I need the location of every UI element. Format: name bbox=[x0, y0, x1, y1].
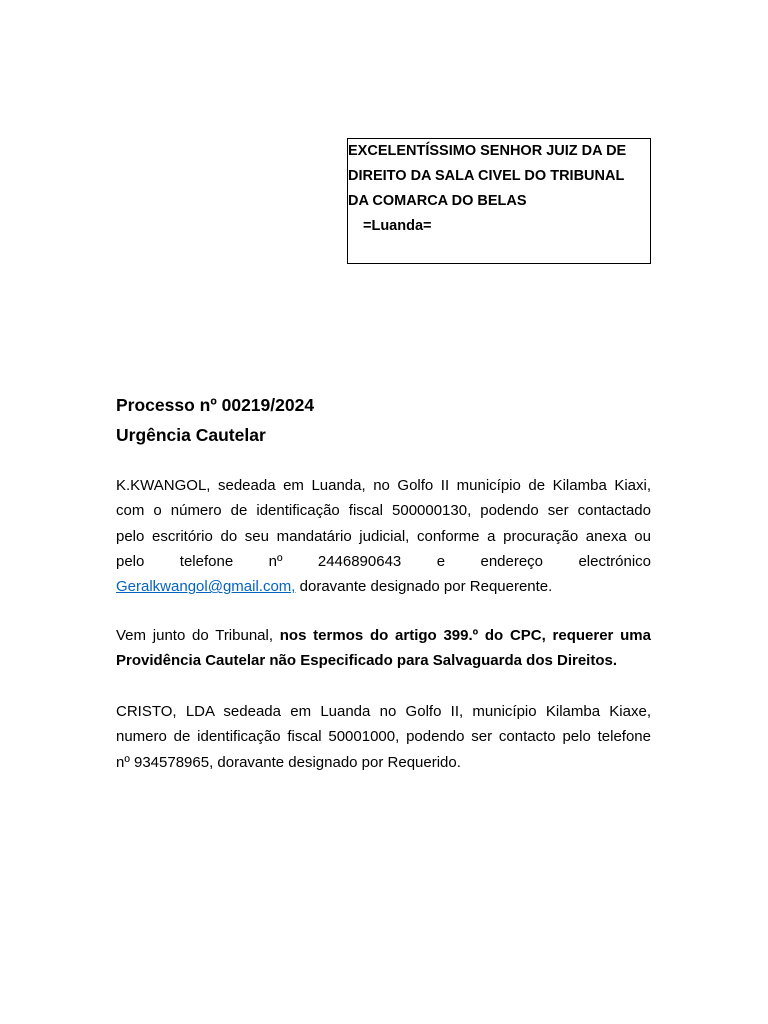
process-heading bbox=[116, 390, 314, 450]
requerido-line-1: CRISTO, LDA sedeada em Luanda no Golfo II, município Kilamba Kiaxe, bbox=[116, 703, 651, 720]
addressee-line-2: DIREITO DA SALA CIVEL DO TRIBUNAL bbox=[348, 168, 625, 184]
requerente-line-2: com o número de identificação fiscal 500000130, podendo ser contactado bbox=[116, 502, 651, 520]
pedido-intro: Vem junto do Tribunal, bbox=[116, 627, 280, 644]
process-type: Urgência Cautelar bbox=[116, 425, 266, 445]
addressee-line-1: EXCELENTÍSSIMO SENHOR JUIZ DA DE bbox=[348, 143, 627, 159]
requerente-line-1: K.KWANGOL, sedeada em Luanda, no Golfo II município de Kilamba Kiaxi, bbox=[116, 477, 651, 494]
pedido-line-1 bbox=[116, 623, 651, 648]
requerente-line-3: pelo escritório do seu mandatário judicial, conforme a procuração anexa ou bbox=[116, 527, 651, 545]
pedido-paragraph bbox=[116, 623, 651, 674]
requerente-line-5 bbox=[116, 574, 651, 599]
pedido-line-2: Providência Cautelar não Especificado para Salvaguarda dos Direitos. bbox=[116, 652, 618, 670]
addressee-city: =Luanda= bbox=[363, 218, 432, 234]
requerente-line-4: pelo telefone nº 2446890643 e endereço electrónico bbox=[116, 552, 651, 570]
pedido-bold-1: nos termos do artigo 399.º do CPC, requerer uma bbox=[279, 627, 651, 644]
email-link[interactable]: Geralkwangol@gmail.com, bbox=[116, 578, 296, 596]
requerido-line-2: numero de identificação fiscal 50001000, podendo ser contacto pelo telefone bbox=[116, 728, 651, 746]
requerido-paragraph bbox=[116, 699, 651, 775]
process-number: Processo nº 00219/2024 bbox=[116, 395, 315, 415]
requerente-line-5-rest: doravante designado por Requerente. bbox=[295, 578, 553, 596]
requerido-line-3: nº 934578965, doravante designado por Requerido. bbox=[116, 753, 461, 771]
addressee-line-3: DA COMARCA DO BELAS bbox=[348, 193, 527, 209]
addressee-box bbox=[347, 138, 651, 264]
requerente-paragraph bbox=[116, 473, 651, 599]
